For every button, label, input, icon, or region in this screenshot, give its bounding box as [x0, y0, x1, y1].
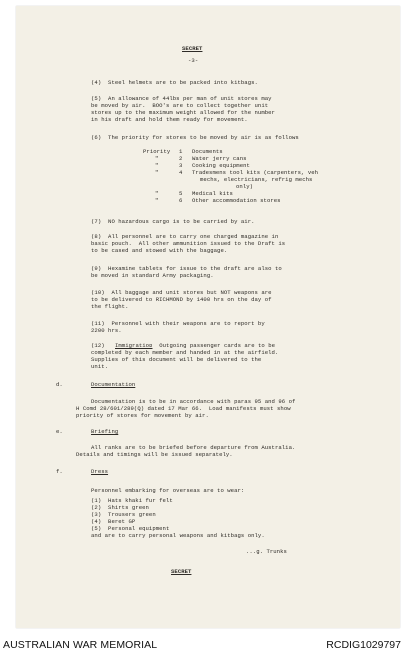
- page-number: -3-: [188, 57, 199, 64]
- section-body-line: Details and timings will be issued separately.: [76, 451, 233, 458]
- priority-label: ": [155, 162, 159, 169]
- priority-number: 3: [179, 162, 183, 169]
- document-page: [16, 6, 400, 628]
- priority-item-text: Cooking equipment: [192, 162, 250, 169]
- section-letter: e.: [56, 428, 63, 435]
- dress-item: (5) Personal equipment: [91, 525, 170, 532]
- paragraph-line: basic pouch. All other ammunition issued to the Draft is: [91, 240, 286, 247]
- priority-item-text: Tradesmens tool kits (carpenters, veh: [192, 169, 319, 176]
- paragraph-line: 2200 hrs.: [91, 327, 122, 334]
- dress-closing-line: and are to carry personal weapons and kitbags only.: [91, 532, 265, 539]
- dress-item: (3) Trousers green: [91, 511, 156, 518]
- section-body-line: H Comd 28/601/289(Q) dated 17 Mar 66. Load manifests must show: [76, 405, 291, 412]
- priority-label: ": [155, 155, 159, 162]
- section-heading: Briefing: [91, 428, 119, 435]
- paragraph-line: (11) Personnel with their weapons are to report by: [91, 320, 265, 327]
- paragraph-line: (8) All personnel are to carry one charged magazine in: [91, 233, 279, 240]
- paragraph-line: . Outgoing passenger cards are to be: [149, 342, 276, 349]
- priority-number: 4: [179, 169, 183, 176]
- paragraph-line: be moved in standard Army packaging.: [91, 272, 214, 279]
- paragraph-line: in his draft and hold them ready for movement.: [91, 116, 248, 123]
- paragraph-line: unit.: [91, 363, 109, 370]
- priority-number: 5: [179, 190, 183, 197]
- archive-footer: [0, 636, 407, 653]
- paragraph-line: completed by each member and handed in at the airfield.: [91, 349, 279, 356]
- priority-label: Priority: [143, 148, 171, 155]
- paragraph-heading: Immigration: [115, 342, 153, 349]
- priority-number: 6: [179, 197, 183, 204]
- paragraph-line: (5) An allowance of 44lbs per man of unit stores may: [91, 95, 272, 102]
- section-body-line: priority of stores for movement by air.: [76, 412, 209, 419]
- paragraph-line: the flight.: [91, 303, 129, 310]
- priority-item-text: only): [236, 183, 254, 190]
- paragraph-line: (4) Steel helmets are to be packed into kitbags.: [91, 79, 258, 86]
- priority-item-text: mechs, electricians, refrig mechs: [200, 176, 313, 183]
- priority-item-text: Water jerry cans: [192, 155, 247, 162]
- classification-header: SECRET: [182, 45, 203, 52]
- paragraph-number: (12): [91, 342, 105, 349]
- paragraph-line: (10) All baggage and unit stores but NOT weapons are: [91, 289, 272, 296]
- dress-item: (2) Shirts green: [91, 504, 149, 511]
- paragraph-line: stores up to the maximum weight allowed for the number: [91, 109, 275, 116]
- section-body-line: All ranks are to be briefed before departure from Australia.: [91, 444, 296, 451]
- paragraph-line: (7) NO hazardous cargo is to be carried by air.: [91, 218, 255, 225]
- paragraph-line: to be delivered to RICHMOND by 1400 hrs on the day of: [91, 296, 272, 303]
- dress-item: (4) Beret GP: [91, 518, 136, 525]
- section-heading: Documentation: [91, 381, 136, 388]
- priority-label: ": [155, 190, 159, 197]
- section-body-line: Documentation is to be in accordance with paras 95 and 96 of: [91, 398, 296, 405]
- priority-number: 1: [179, 148, 183, 155]
- paragraph-line: to be cased and stowed with the baggage.: [91, 247, 228, 254]
- priority-item-text: Documents: [192, 148, 223, 155]
- classification-footer: SECRET: [171, 568, 192, 575]
- dress-item: (1) Hats khaki fur felt: [91, 497, 173, 504]
- priority-number: 2: [179, 155, 183, 162]
- record-id: RCDIG1029797: [326, 639, 401, 651]
- paragraph-line: (6) The priority for stores to be moved by air is as follows: [91, 134, 299, 141]
- section-letter: d.: [56, 381, 63, 388]
- section-letter: f.: [56, 468, 63, 475]
- section-body-line: Personnel embarking for overseas are to wear:: [91, 487, 245, 494]
- priority-label: ": [155, 197, 159, 204]
- priority-label: ": [155, 169, 159, 176]
- priority-item-text: Other accommodation stores: [192, 197, 281, 204]
- institution-name: AUSTRALIAN WAR MEMORIAL: [3, 639, 158, 651]
- signature: ...g. Trunks: [246, 548, 287, 555]
- paragraph-line: Supplies of this document will be delivered to the: [91, 356, 262, 363]
- section-heading: Dress: [91, 468, 109, 475]
- priority-item-text: Medical kits: [192, 190, 233, 197]
- paragraph-line: (9) Hexamine tablets for issue to the draft are also to: [91, 265, 282, 272]
- paragraph-line: be moved by air. BOO's are to collect together unit: [91, 102, 269, 109]
